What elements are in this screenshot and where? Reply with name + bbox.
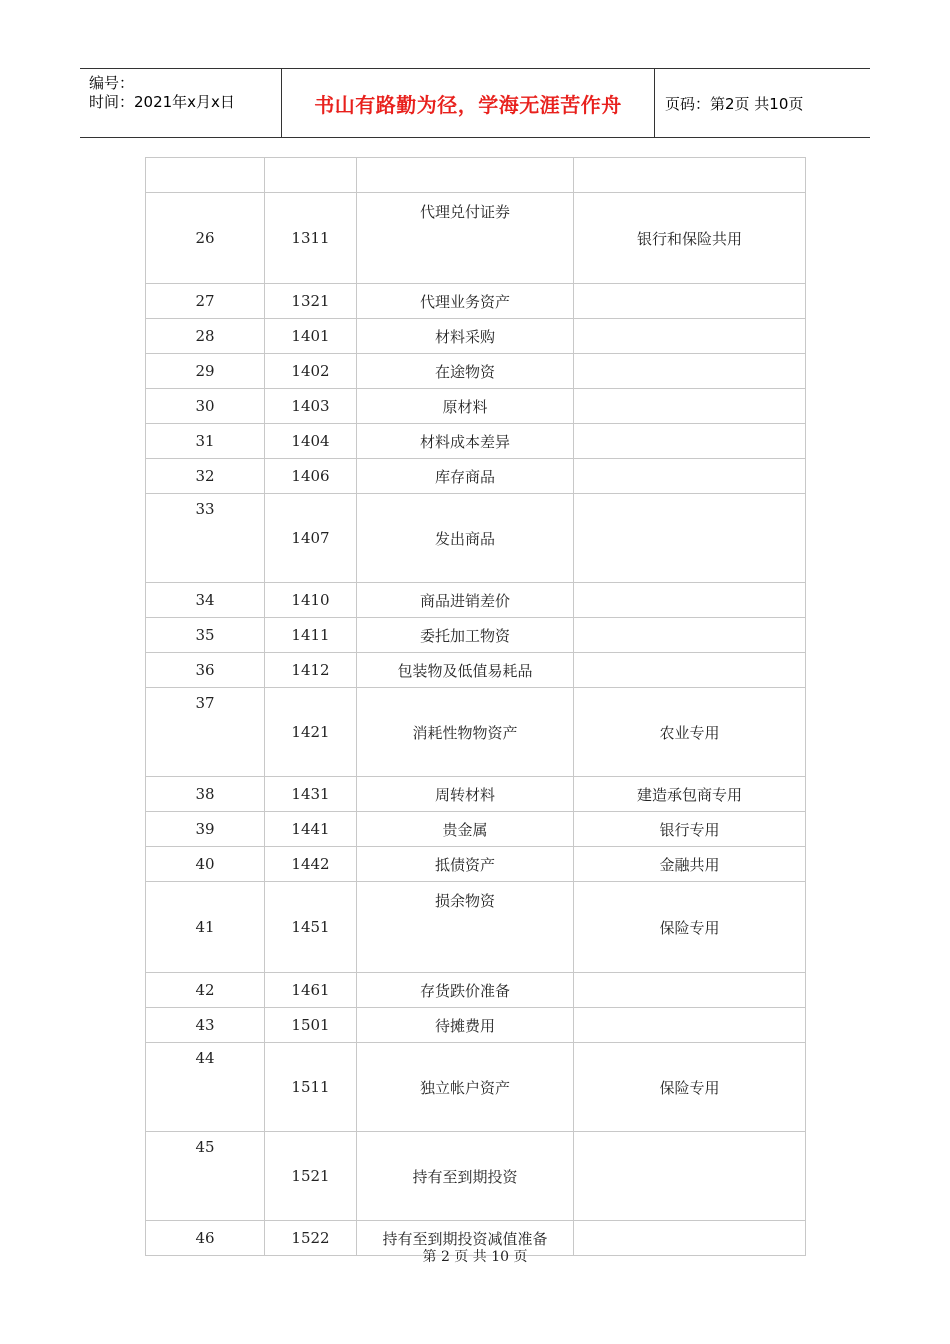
account-name: 商品进销差价 <box>357 583 574 618</box>
row-number: 42 <box>146 973 265 1008</box>
row-number: 29 <box>146 354 265 389</box>
row-number: 27 <box>146 284 265 319</box>
account-code: 1404 <box>265 424 357 459</box>
table-row <box>146 653 806 688</box>
row-number: 40 <box>146 847 265 882</box>
row-number: 36 <box>146 653 265 688</box>
account-note <box>574 158 806 193</box>
row-number: 32 <box>146 459 265 494</box>
account-note: 保险专用 <box>574 1043 806 1132</box>
page-footer: 第 2 页 共 10 页 <box>422 1249 528 1265</box>
account-name: 原材料 <box>357 389 574 424</box>
motto-text: 书山有路勤为径，学海无涯苦作舟 <box>314 92 622 117</box>
account-note <box>574 424 806 459</box>
account-code: 1421 <box>265 688 357 777</box>
table-row <box>146 1008 806 1043</box>
row-number: 44 <box>146 1043 265 1132</box>
account-code: 1407 <box>265 494 357 583</box>
document-header <box>80 68 870 138</box>
header-page-cell <box>655 69 870 137</box>
table-row <box>146 688 806 777</box>
header-meta-cell <box>80 69 282 137</box>
account-note: 银行专用 <box>574 812 806 847</box>
account-code: 1501 <box>265 1008 357 1043</box>
account-code: 1321 <box>265 284 357 319</box>
table-row <box>146 354 806 389</box>
account-note <box>574 583 806 618</box>
row-number <box>146 158 265 193</box>
account-note <box>574 1008 806 1043</box>
row-number: 41 <box>146 882 265 973</box>
account-note: 银行和保险共用 <box>574 193 806 284</box>
account-name: 发出商品 <box>357 494 574 583</box>
account-note <box>574 973 806 1008</box>
account-code <box>265 158 357 193</box>
account-code: 1451 <box>265 882 357 973</box>
table-row <box>146 389 806 424</box>
row-number: 35 <box>146 618 265 653</box>
account-code: 1511 <box>265 1043 357 1132</box>
account-code: 1412 <box>265 653 357 688</box>
table-row <box>146 319 806 354</box>
table-row <box>146 583 806 618</box>
table-row <box>146 812 806 847</box>
account-name: 代理业务资产 <box>357 284 574 319</box>
account-name: 待摊费用 <box>357 1008 574 1043</box>
account-code: 1401 <box>265 319 357 354</box>
account-name: 消耗性物物资产 <box>357 688 574 777</box>
account-name: 在途物资 <box>357 354 574 389</box>
account-name: 独立帐户资产 <box>357 1043 574 1132</box>
account-code: 1410 <box>265 583 357 618</box>
account-code: 1431 <box>265 777 357 812</box>
account-note: 金融共用 <box>574 847 806 882</box>
table-row <box>146 459 806 494</box>
account-code: 1411 <box>265 618 357 653</box>
account-code: 1461 <box>265 973 357 1008</box>
account-note <box>574 618 806 653</box>
row-number: 38 <box>146 777 265 812</box>
account-note <box>574 354 806 389</box>
account-name: 委托加工物资 <box>357 618 574 653</box>
account-note <box>574 319 806 354</box>
account-name: 损余物资 <box>357 882 574 973</box>
row-number: 43 <box>146 1008 265 1043</box>
account-name: 材料成本差异 <box>357 424 574 459</box>
account-note: 保险专用 <box>574 882 806 973</box>
account-note: 建造承包商专用 <box>574 777 806 812</box>
account-name: 库存商品 <box>357 459 574 494</box>
row-number: 45 <box>146 1132 265 1221</box>
code-label: 编号： <box>89 74 135 92</box>
account-name: 包装物及低值易耗品 <box>357 653 574 688</box>
account-name: 抵债资产 <box>357 847 574 882</box>
table-row <box>146 193 806 284</box>
table-row <box>146 973 806 1008</box>
account-note <box>574 1132 806 1221</box>
account-table <box>145 157 806 1256</box>
row-number: 39 <box>146 812 265 847</box>
account-code: 1442 <box>265 847 357 882</box>
account-code: 1521 <box>265 1132 357 1221</box>
account-note <box>574 653 806 688</box>
account-note <box>574 284 806 319</box>
account-name <box>357 158 574 193</box>
account-name: 存货跌价准备 <box>357 973 574 1008</box>
table-row <box>146 1043 806 1132</box>
table-row <box>146 882 806 973</box>
table-row <box>146 284 806 319</box>
account-code: 1403 <box>265 389 357 424</box>
account-name: 代理兑付证券 <box>357 193 574 284</box>
table-row <box>146 494 806 583</box>
row-number: 30 <box>146 389 265 424</box>
row-number: 34 <box>146 583 265 618</box>
account-name: 周转材料 <box>357 777 574 812</box>
account-code: 1311 <box>265 193 357 284</box>
header-motto-cell <box>282 69 655 137</box>
table-row <box>146 847 806 882</box>
account-code: 1406 <box>265 459 357 494</box>
table-row <box>146 424 806 459</box>
row-number: 31 <box>146 424 265 459</box>
table-row <box>146 1132 806 1221</box>
row-number: 46 <box>146 1221 265 1256</box>
account-note <box>574 459 806 494</box>
table-row <box>146 158 806 193</box>
page-info: 页码：第2页 共10页 <box>665 94 804 113</box>
account-name: 持有至到期投资 <box>357 1132 574 1221</box>
account-name: 材料采购 <box>357 319 574 354</box>
table-row <box>146 777 806 812</box>
account-name: 持有至到期投资减值准备 <box>357 1221 574 1256</box>
account-note <box>574 389 806 424</box>
account-note: 农业专用 <box>574 688 806 777</box>
row-number: 28 <box>146 319 265 354</box>
account-code: 1522 <box>265 1221 357 1256</box>
date-label: 时间：2021年x月x日 <box>89 93 235 111</box>
row-number: 26 <box>146 193 265 284</box>
row-number: 33 <box>146 494 265 583</box>
row-number: 37 <box>146 688 265 777</box>
account-code: 1441 <box>265 812 357 847</box>
account-name: 贵金属 <box>357 812 574 847</box>
account-code: 1402 <box>265 354 357 389</box>
account-note <box>574 494 806 583</box>
table-row <box>146 618 806 653</box>
